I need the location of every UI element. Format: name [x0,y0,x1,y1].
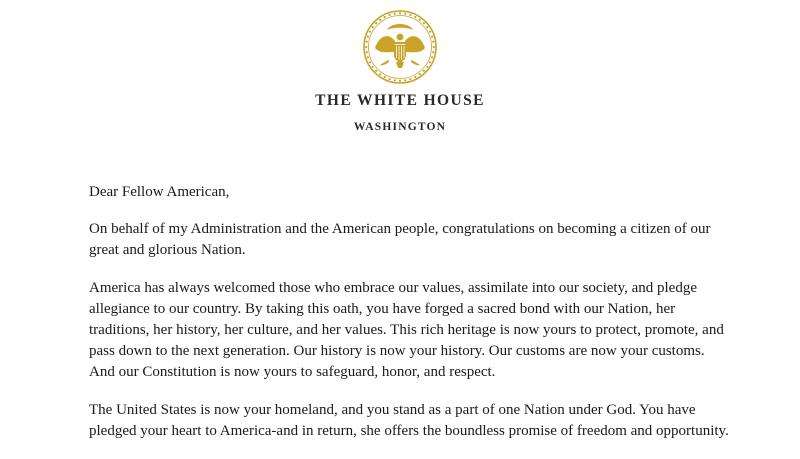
letter-body [89,182,729,459]
letterhead-title: THE WHITE HOUSE [315,92,485,109]
letter-paragraph: On behalf of my Administration and the American people, congratulations on becoming a citizen of our great and glorious Nation. [89,221,711,258]
presidential-seal-icon [361,8,439,86]
letter-paragraph: The United States is now your homeland, and you stand as a part of one Nation under God. You have pledged your heart to America-and in return, she offers the boundless promise of freedom and opportunity. [89,402,729,439]
letterhead-subtitle: WASHINGTON [353,121,447,133]
letter-salutation: Dear Fellow American, [89,184,230,200]
letter-paragraph: America has always welcomed those who embrace our values, assimilate into our society, and pledge allegiance to our country. By taking this oath, you have forged a sacred bond with our Nation, her traditions, her history, her culture, and her values. This rich heritage is now yours to protect, promote, and pass down to the next generation. Our history is now your history. Our customs are now your customs. And our Constitution is now yours to safeguard, honor, and respect. [89,280,724,380]
